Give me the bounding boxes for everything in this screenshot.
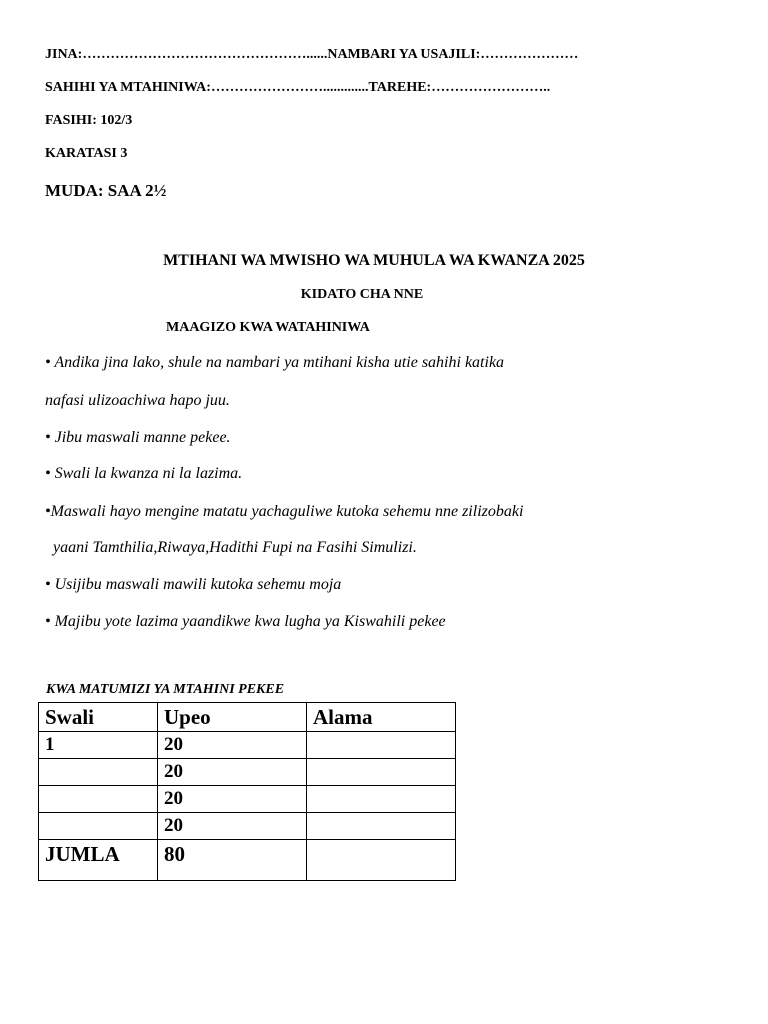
score-cell[interactable]: [307, 759, 456, 786]
score-cell[interactable]: [307, 786, 456, 813]
subject-code: FASIHI: 102/3: [45, 113, 133, 128]
exam-title: MTIHANI WA MWISHO WA MUHULA WA KWANZA 2025: [163, 252, 585, 269]
header-score: Alama: [307, 703, 456, 732]
max-marks-cell: 20: [158, 813, 307, 840]
name-registration-line: JINA:…………………………………………......NAMBARI YA USAJILI:…………………: [45, 47, 579, 62]
total-max-marks: 80: [158, 840, 307, 881]
instruction-item: • Jibu maswali manne pekee.: [45, 429, 231, 446]
paper-number: KARATASI 3: [45, 146, 128, 161]
table-row: [39, 759, 456, 786]
instruction-item: nafasi ulizoachiwa hapo juu.: [45, 392, 230, 409]
instructions-heading: MAAGIZO KWA WATAHINIWA: [166, 320, 370, 335]
table-row: [39, 813, 456, 840]
signature-date-line: SAHIHI YA MTAHINIWA:…………………….............TAREHE:……………………..: [45, 80, 551, 95]
table-header-row: [39, 703, 456, 732]
exam-duration: MUDA: SAA 2½: [45, 181, 167, 200]
max-marks-cell: 20: [158, 786, 307, 813]
instruction-item: yaani Tamthilia,Riwaya,Hadithi Fupi na Fasihi Simulizi.: [53, 539, 417, 556]
question-cell: 1: [39, 732, 158, 759]
total-label: JUMLA: [39, 840, 158, 881]
instruction-item: •Maswali hayo mengine matatu yachaguliwe kutoka sehemu nne zilizobaki: [45, 503, 524, 520]
question-cell: [39, 759, 158, 786]
total-row: [39, 840, 456, 881]
instruction-item: • Majibu yote lazima yaandikwe kwa lugha ya Kiswahili pekee: [45, 613, 446, 630]
question-cell: [39, 813, 158, 840]
instruction-item: • Swali la kwanza ni la lazima.: [45, 465, 243, 482]
instruction-item: • Andika jina lako, shule na nambari ya mtihani kisha utie sahihi katika: [45, 354, 505, 371]
total-score-cell[interactable]: [307, 840, 456, 881]
question-cell: [39, 786, 158, 813]
score-cell[interactable]: [307, 813, 456, 840]
max-marks-cell: 20: [158, 759, 307, 786]
score-cell[interactable]: [307, 732, 456, 759]
table-row: [39, 786, 456, 813]
max-marks-cell: 20: [158, 732, 307, 759]
marks-table: [38, 702, 456, 881]
instruction-item: • Usijibu maswali mawili kutoka sehemu moja: [45, 576, 342, 593]
header-question: Swali: [39, 703, 158, 732]
header-max-marks: Upeo: [158, 703, 307, 732]
form-level: KIDATO CHA NNE: [300, 287, 424, 302]
marks-table-caption: KWA MATUMIZI YA MTAHINI PEKEE: [46, 682, 285, 697]
table-row: [39, 732, 456, 759]
